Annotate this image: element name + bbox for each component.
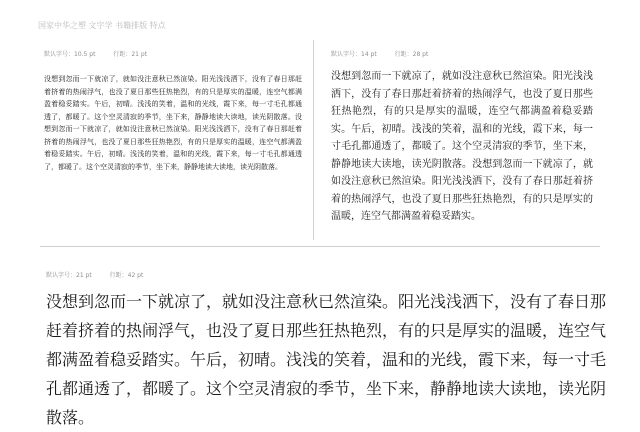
paragraph-small: 没想到忽而一下就凉了，就如没注意秋已然渲染。阳光浅浅洒下，没有了春日那赶着挤着的热闹浮气，也没了夏日那些狂热艳烈，有的只是厚实的温暖，连空气都满盈着稳妥踏实。午后，初晴。浅浅的笑着，温和的光线，霞下来，每一寸毛孔都通透了，都暖了。这个空灵清寂的季节，坐下来，静静地读大读地，读光阴散落。没想到忽而一下就凉了，就如没注意秋已然渲染。阳光浅浅洒下，没有了春日那赶着挤着的热闹浮气，也没了夏日那些狂热艳烈，有的只是厚实的温暖，连空气都满盈着稳妥踏实。午后，初晴。浅浅的笑着，温和的光线，霞下来，每一寸毛孔都通透了，都暖了。这个空灵清寂的季节，坐下来，静静地读大读地，读光阴散落。 xyxy=(44,75,302,171)
spec-large xyxy=(46,270,159,279)
leading-label: 行距：28 pt xyxy=(394,51,429,58)
size-label: 默认字号：14 pt xyxy=(331,51,377,58)
spec-medium xyxy=(331,49,444,58)
header-text: 国家中华之塑 文字学 书籍排版 特点 xyxy=(38,21,166,30)
size-label: 默认字号：10.5 pt xyxy=(44,51,96,58)
spec-small xyxy=(44,49,163,58)
size-label: 默认字号：21 pt xyxy=(46,272,92,279)
horizontal-divider xyxy=(40,246,600,247)
leading-label: 行距：21 pt xyxy=(113,51,148,58)
vertical-divider xyxy=(313,40,314,240)
paragraph-large: 没想到忽而一下就凉了，就如没注意秋已然渲染。阳光浅浅洒下，没有了春日那赶着挤着的热闹浮气，也没了夏日那些狂热艳烈，有的只是厚实的温暖，连空气都满盈着稳妥踏实。午后，初晴。浅浅的笑着，温和的光线，霞下来，每一寸毛孔都通透了，都暖了。这个空灵清寂的季节，坐下来，静静地读大读地，读光阴散落。 xyxy=(46,292,607,427)
leading-label: 行距：42 pt xyxy=(109,272,144,279)
paragraph-medium: 没想到忽而一下就凉了，就如没注意秋已然渲染。阳光浅浅洒下，没有了春日那赶着挤着的热闹浮气，也没了夏日那些狂热艳烈，有的只是厚实的温暖，连空气都满盈着稳妥踏实。午后，初晴。浅浅的笑着，温和的光线，霞下来，每一寸毛孔都通透了，都暖了。这个空灵清寂的季节，坐下来，静静地读大读地，读光阴散落。没想到忽而一下就凉了，就如没注意秋已然渲染。阳光浅浅洒下，没有了春日那赶着挤着的热闹浮气，也没了夏日那些狂热艳烈，有的只是厚实的温暖，连空气都满盈着稳妥踏实。 xyxy=(331,71,593,222)
